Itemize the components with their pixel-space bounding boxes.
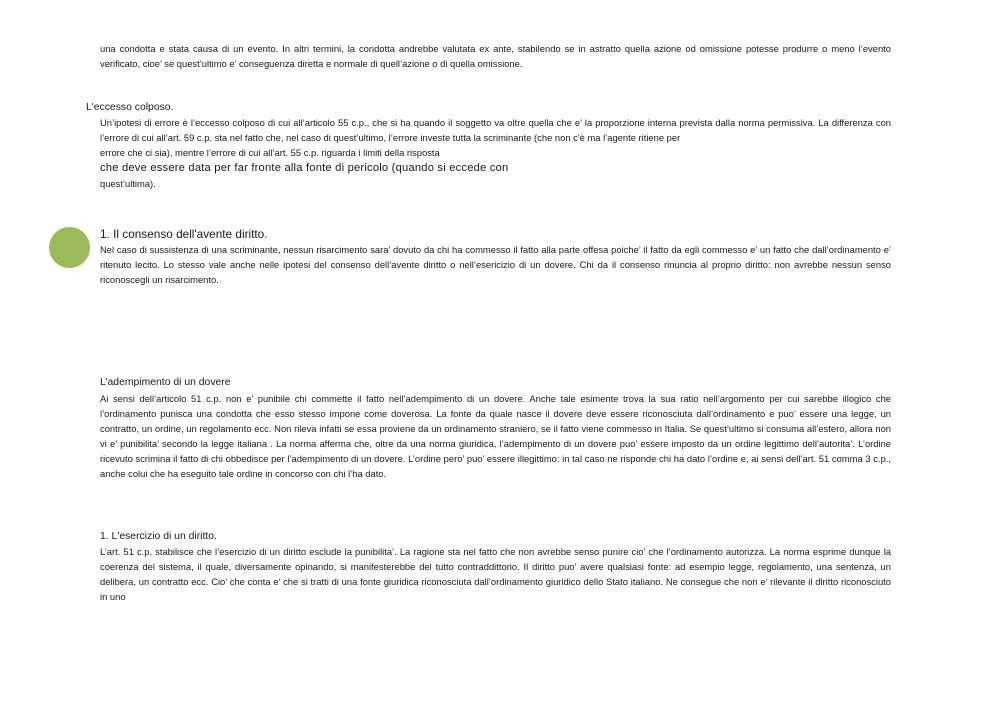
eccesso-line-4: quest’ultima). (100, 178, 156, 189)
eccesso-heading: L'eccesso colposo. (86, 102, 174, 113)
adempimento-section (100, 375, 891, 481)
eccesso-section (86, 100, 891, 191)
top-paragraph-block (100, 41, 891, 71)
adempimento-heading: L’adempimento di un dovere (100, 377, 231, 388)
esercizio-heading: 1. L'esercizio di un diritto. (100, 531, 217, 542)
esercizio-paragraph: L’art. 51 c.p. stabilisce che l’esercizio di un diritto esclude la punibilita’. La ragione sta nel fatto che non avrebbe senso punire cio’ che l’ordinamento autorizza. La norma esprime dunque la coerenza del sistema, il quale, diversamente opinando, si manifesterebbe del tutto contraddittorio. Il diritto puo’ avere qualsiasi fonte: ad esempio legge, regolamento, una sentenza, un delibera, un contratto ecc. Cio’ che conta e’ che si tratti di una fonte giuridica riconosciuta dall’ordinamento giuridico dello Stato italiano. Ne consegue che non e’ rilevante il diritto riconosciuto in uno (100, 546, 891, 602)
green-bullet-circle (49, 227, 90, 268)
consenso-heading: 1. Il consenso dell'avente diritto. (100, 227, 268, 241)
top-paragraph: una condotta e stata causa di un evento. In altri termini, la condotta andrebbe valutata ex ante, stabilendo se in astratto quella azione od omissione potesse produrre o meno l’evento verificato, cioe’ se quest’ultimo e’ conseguenza diretta e normale di quell’azione o di quella omissione. (100, 43, 891, 69)
eccesso-paragraph: Un’ipotesi di errore è l’eccesso colposo di cui all’articolo 55 c.p., che si ha quando il soggetto va oltre quella che e’ la proporzione interna prevista dalla norma permissiva. La differenza con l’errore di cui all’art. 59 c.p. sta nel fatto che, nel caso di quest’ultimo, l’errore investe tutta la scriminante (che non c'è ma l’agente ritiene per (100, 117, 891, 143)
eccesso-line-3: che deve essere data per far fronte alla fonte di pericolo (quando si eccede con (100, 162, 509, 174)
esercizio-section (100, 529, 891, 604)
eccesso-line-2: errore che ci sia), mentre l’errore di cui all’art. 55 c.p. riguarda i limiti della risposta (100, 147, 440, 158)
adempimento-paragraph: Ai sensi dell’articolo 51 c.p. non e’ punibile chi commette il fatto nell’adempimento di un dovere. Anche tale esimente trova la sua ratio nell’argomento per cui sarebbe illogico che l’ordinamento punisca una condotta che esso stesso impone come doverosa. La fonte da quale nasce il dovere deve essere riconosciuta dall’ordinamento e puo’ essere una legge, un contratto, un ordine, un regolamento ecc. Non rileva infatti se essa proviene da un ordinamento straniero, se il fatto viene commesso in Italia. Se quest’ultimo si consuma all’estero, allora non vi e’ punibilita’ secondo la legge italiana . La norma afferma che, oltre da una norma giuridica, l’adempimento di un dovere puo’ essere imposto da un ordine legittimo dell’autorita’. L’ordine ricevuto scrimina il fatto di chi obbedisce per l’adempimento di un dovere. L’ordine pero’ puo’ essere illegittimo: in tal caso ne risponde chi ha dato l’ordine e, ai sensi dell’art. 51 comma 3 c.p., anche colui che ha eseguito tale ordine in concorso con chi l’ha dato. (100, 393, 891, 479)
consenso-paragraph: Nel caso di sussistenza di una scriminante, nessun risarcimento sara’ dovuto da chi ha commesso il fatto alla parte offesa poiche’ il fatto da egli commesso e’ un fatto che dall’ordinamento e’ ritenuto lecito. Lo stesso vale anche nelle ipotesi del consenso dell’avente diritto o nell’esericizio di un dovere. Chi da il consenso rinuncia al proprio diritto: non avrebbe nessun senso riconoscegli un risarcimento. (100, 244, 891, 285)
consenso-section (100, 227, 891, 287)
